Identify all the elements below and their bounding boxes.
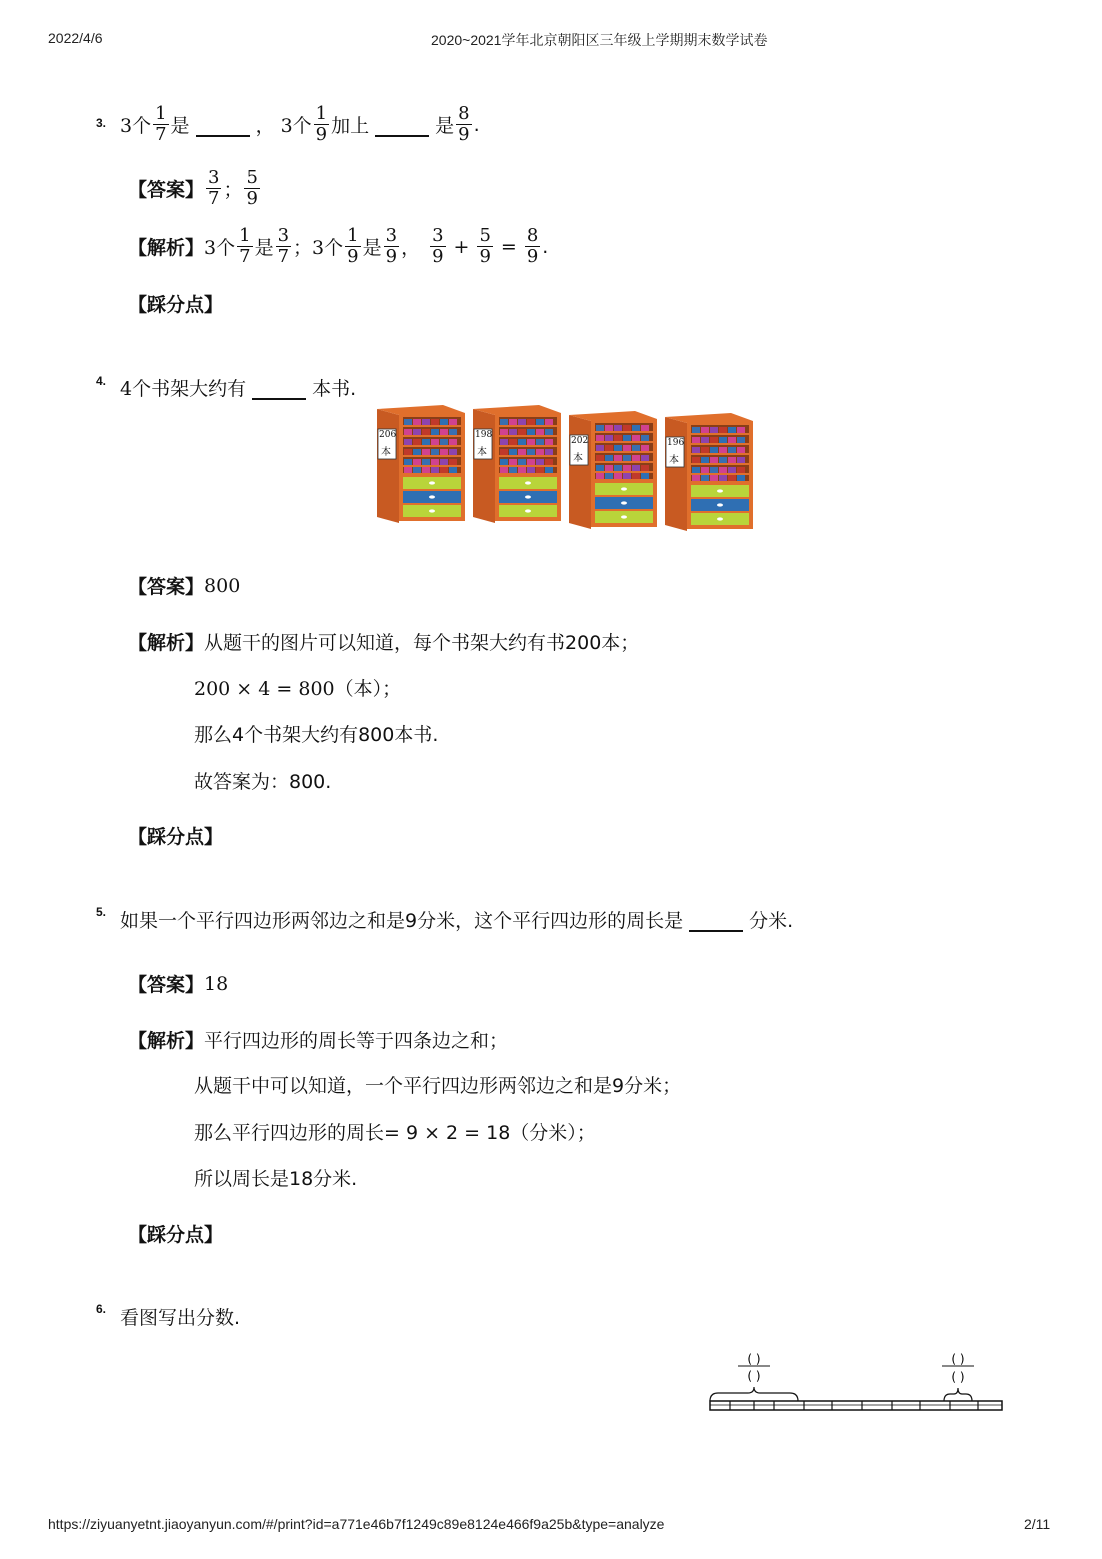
shelf-unit-label: 本 xyxy=(669,455,679,466)
q5-answer xyxy=(128,970,228,997)
shelf-count-label: 198 xyxy=(475,430,493,440)
footer-url: https://ziyuanyetnt.jiaoyanyun.com/#/print?id=a771e46b7f1249c89e8124e466f9a25b&type=analyze xyxy=(48,1516,665,1532)
fraction xyxy=(477,226,492,267)
q3-text: . xyxy=(473,113,480,136)
shelf-unit-label: 本 xyxy=(573,453,583,464)
question-5-stem xyxy=(120,906,793,933)
fraction xyxy=(345,226,360,267)
q3-analysis xyxy=(128,226,548,267)
shelf-unit-label: 本 xyxy=(381,447,391,458)
numerator: 3 xyxy=(432,225,444,246)
q3-text: 3个 xyxy=(280,115,312,137)
denominator: 9 xyxy=(458,124,470,145)
q5-text: 分米. xyxy=(749,910,794,932)
numerator: 8 xyxy=(526,225,539,246)
q4-text: 本书. xyxy=(312,378,357,400)
bookshelf-drawing xyxy=(665,413,753,531)
q3-text: ， xyxy=(255,115,275,137)
q3-text: 加上 xyxy=(331,115,370,137)
denominator: 9 xyxy=(526,246,539,267)
number-line-diagram xyxy=(704,1345,1014,1415)
header-date: 2022/4/6 xyxy=(48,30,103,46)
fraction-blank-denominator: ( ) xyxy=(747,1369,761,1383)
question-3-stem xyxy=(120,104,480,145)
numerator: 3 xyxy=(385,225,398,246)
numerator: 3 xyxy=(208,167,220,188)
analysis-text: 3个 xyxy=(312,237,344,259)
q4-analysis-line-4: 故答案为：800. xyxy=(194,771,332,793)
numerator: 5 xyxy=(246,167,258,188)
analysis-label: 【解析】 xyxy=(128,1030,205,1052)
bookshelf-illustration xyxy=(377,405,753,535)
fraction xyxy=(525,226,540,267)
fraction-blank-numerator: ( ) xyxy=(951,1352,965,1366)
points-label: 【踩分点】 xyxy=(128,294,224,316)
question-4-stem xyxy=(120,374,356,401)
numerator: 5 xyxy=(479,225,491,246)
question-number: 5. xyxy=(96,905,107,919)
fraction xyxy=(384,226,399,267)
analysis-text: ， xyxy=(401,237,421,259)
bookshelf-drawing xyxy=(569,411,657,529)
fraction-blank-numerator: ( ) xyxy=(747,1352,761,1366)
denominator: 9 xyxy=(246,188,258,209)
bookshelf xyxy=(377,405,465,535)
bookshelf-drawing xyxy=(473,405,561,523)
analysis-text: 平行四边形的周长等于四条边之和； xyxy=(204,1030,509,1052)
answer-label: 【答案】 xyxy=(128,179,205,201)
fraction xyxy=(430,226,445,267)
footer-page: 2/11 xyxy=(1024,1516,1051,1532)
question-number: 4. xyxy=(96,374,107,388)
bar-segments xyxy=(710,1401,1002,1410)
numerator: 1 xyxy=(239,225,251,246)
header-title: 2020~2021学年北京朝阳区三年级上学期期末数学试卷 xyxy=(431,32,768,48)
denominator: 7 xyxy=(155,124,167,145)
answer-value: 18 xyxy=(204,972,229,995)
bookshelf xyxy=(665,413,753,535)
fraction xyxy=(276,226,291,267)
numerator: 8 xyxy=(458,103,470,124)
analysis-label: 【解析】 xyxy=(128,237,205,259)
analysis-text: 从题干的图片可以知道，每个书架大约有书200本； xyxy=(204,632,640,654)
fraction xyxy=(153,104,168,145)
analysis-text: . xyxy=(542,235,549,258)
fraction xyxy=(314,104,329,145)
denominator: 9 xyxy=(432,246,444,267)
q3-text: 是 xyxy=(170,115,190,137)
denominator: 9 xyxy=(479,246,491,267)
question-6-stem: 看图写出分数. xyxy=(120,1307,241,1329)
points-label: 【踩分点】 xyxy=(128,826,224,848)
denominator: 7 xyxy=(277,246,290,267)
fraction xyxy=(244,168,259,209)
denominator: 9 xyxy=(385,246,398,267)
q5-analysis-line-4: 所以周长是18分米. xyxy=(194,1168,358,1190)
numerator: 1 xyxy=(155,103,167,124)
fraction xyxy=(237,226,252,267)
q4-analysis-line-2: 200 × 4 = 800（本）； xyxy=(194,678,402,700)
analysis-text: 3个 xyxy=(204,237,236,259)
plus-sign: + xyxy=(453,235,470,258)
numerator: 1 xyxy=(315,103,328,124)
fraction xyxy=(206,168,221,209)
answer-label: 【答案】 xyxy=(128,576,205,598)
answer-label: 【答案】 xyxy=(128,974,205,996)
analysis-label: 【解析】 xyxy=(128,632,205,654)
bookshelf xyxy=(473,405,561,535)
q3-answer xyxy=(128,168,262,209)
analysis-text: 是 xyxy=(254,237,274,259)
q5-analysis-line-1 xyxy=(128,1026,508,1053)
fraction xyxy=(456,104,471,145)
answer-blank xyxy=(252,376,306,400)
q3-text: 3个 xyxy=(120,115,152,137)
shelf-count-label: 202 xyxy=(571,436,589,446)
analysis-text: 是 xyxy=(362,237,382,259)
fraction-blank-denominator: ( ) xyxy=(951,1370,965,1384)
brace xyxy=(944,1388,972,1401)
answer-blank xyxy=(689,908,743,932)
q4-analysis-line-3: 那么4个书架大约有800本书. xyxy=(194,724,439,746)
answer-blank xyxy=(375,113,429,137)
q5-analysis-line-3: 那么平行四边形的周长= 9 × 2 = 18（分米）； xyxy=(194,1122,596,1144)
question-number: 6. xyxy=(96,1302,107,1316)
answer-value: 800 xyxy=(204,574,241,597)
denominator: 7 xyxy=(239,246,251,267)
q3-text: 是 xyxy=(435,115,455,137)
shelf-count-label: 196 xyxy=(667,438,685,448)
denominator: 9 xyxy=(347,246,359,267)
answer-blank xyxy=(196,113,250,137)
analysis-text: ； xyxy=(293,237,313,259)
q4-text: 4个书架大约有 xyxy=(120,378,247,400)
denominator: 9 xyxy=(315,124,328,145)
equals-sign: = xyxy=(500,235,517,258)
shelf-unit-label: 本 xyxy=(477,447,487,458)
separator: ； xyxy=(223,179,243,201)
bookshelf-drawing xyxy=(377,405,465,523)
q5-analysis-line-2: 从题干中可以知道，一个平行四边形两邻边之和是9分米； xyxy=(194,1075,682,1097)
question-number: 3. xyxy=(96,116,107,130)
bookshelf xyxy=(569,411,657,535)
points-label: 【踩分点】 xyxy=(128,1224,224,1246)
denominator: 7 xyxy=(208,188,220,209)
numerator: 1 xyxy=(347,225,359,246)
q4-answer xyxy=(128,572,240,599)
brace xyxy=(710,1387,798,1401)
q4-analysis-line-1 xyxy=(128,628,639,655)
numerator: 3 xyxy=(277,225,290,246)
q5-text: 如果一个平行四边形两邻边之和是9分米，这个平行四边形的周长是 xyxy=(120,910,684,932)
shelf-count-label: 206 xyxy=(379,430,397,440)
